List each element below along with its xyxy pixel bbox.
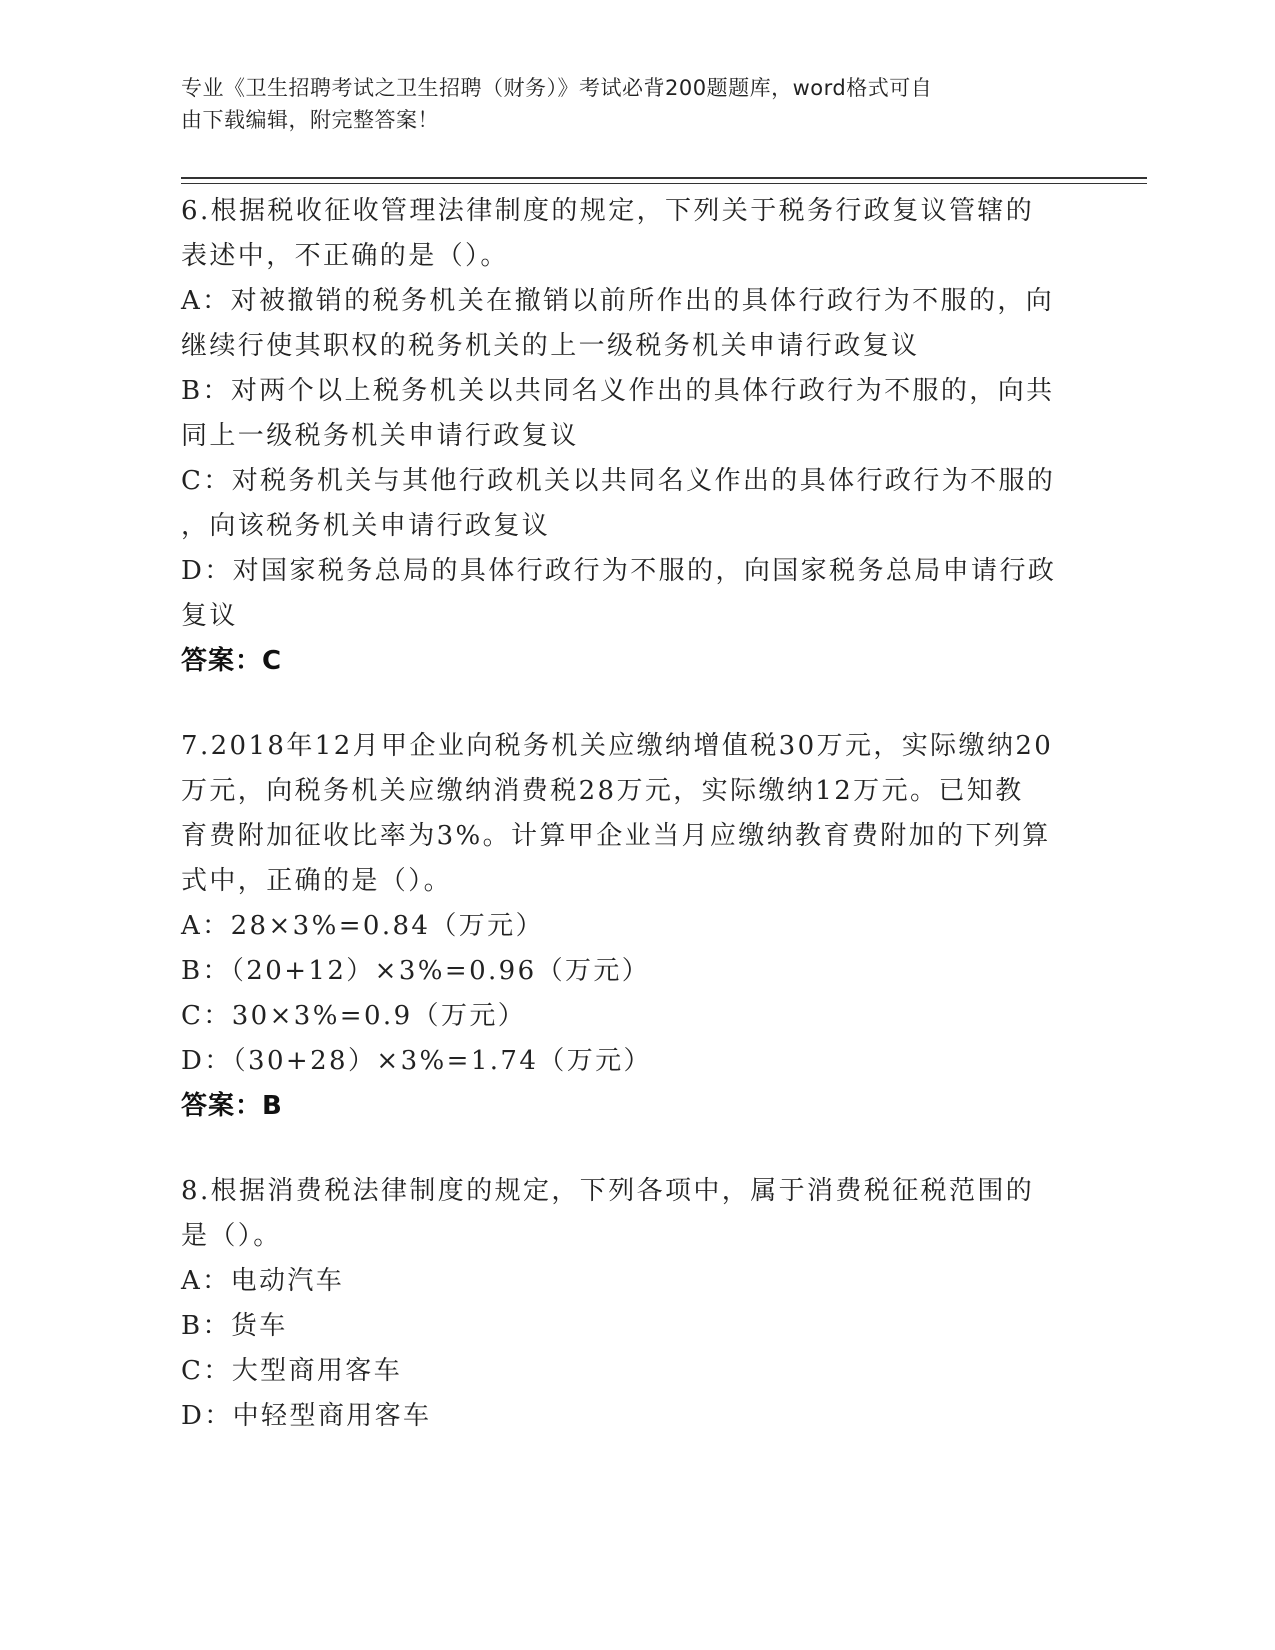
- option-text-line: D：（30+28）×3%=1.74（万元）: [181, 1046, 652, 1076]
- option-text-line: B：对两个以上税务机关以共同名义作出的具体行政行为不服的，向共: [181, 376, 1055, 406]
- answer-option: [181, 369, 1061, 459]
- option-text-line: B：货车: [181, 1311, 288, 1341]
- question-block: [181, 1169, 1061, 1439]
- option-text-line: 继续行使其职权的税务机关的上一级税务机关申请行政复议: [181, 331, 920, 361]
- question-stem-line: 表述中，不正确的是（）。: [181, 241, 509, 271]
- question-stem-line: 8.根据消费税法律制度的规定，下列各项中，属于消费税征税范围的: [181, 1176, 1035, 1206]
- header-line-1: 专业《卫生招聘考试之卫生招聘（财务）》考试必背200题题库，word格式可自: [181, 76, 933, 100]
- option-text-line: A：电动汽车: [181, 1266, 345, 1296]
- question-block: [181, 724, 1061, 1129]
- answer-option: [181, 994, 1061, 1039]
- question-stem-line: 6.根据税收征收管理法律制度的规定，下列关于税务行政复议管辖的: [181, 196, 1035, 226]
- answer-option: [181, 1394, 1061, 1439]
- option-text-line: C：对税务机关与其他行政机关以共同名义作出的具体行政行为不服的: [181, 466, 1056, 496]
- option-text-line: 同上一级税务机关申请行政复议: [181, 421, 579, 451]
- option-text-line: D：中轻型商用客车: [181, 1401, 432, 1431]
- header-divider-thin: [181, 183, 1147, 184]
- option-text-line: 复议: [181, 601, 238, 631]
- answer-option: [181, 904, 1061, 949]
- answer-option: [181, 949, 1061, 994]
- header-divider-thick: [181, 177, 1147, 179]
- option-text-line: D：对国家税务总局的具体行政行为不服的，向国家税务总局申请行政: [181, 556, 1057, 586]
- answer-option: [181, 1259, 1061, 1304]
- answer-option: [181, 459, 1061, 549]
- option-text-line: C：30×3%=0.9（万元）: [181, 1001, 527, 1031]
- question-list: [181, 189, 1061, 1479]
- document-header: [181, 72, 1041, 136]
- answer-key: 答案：B: [181, 1091, 283, 1121]
- option-text-line: B：（20+12）×3%=0.96（万元）: [181, 956, 651, 986]
- question-stem-line: 式中，正确的是（）。: [181, 866, 453, 896]
- answer-key: 答案：C: [181, 646, 283, 676]
- answer-option: [181, 1304, 1061, 1349]
- answer-option: [181, 1349, 1061, 1394]
- question-stem-line: 7.2018年12月甲企业向税务机关应缴纳增值税30万元，实际缴纳20: [181, 731, 1054, 761]
- answer-option: [181, 279, 1061, 369]
- answer-option: [181, 1039, 1061, 1084]
- question-stem-line: 是（）。: [181, 1221, 282, 1251]
- question-stem-line: 育费附加征收比率为3%。计算甲企业当月应缴纳教育费附加的下列算: [181, 821, 1051, 851]
- option-text-line: ，向该税务机关申请行政复议: [181, 511, 551, 541]
- option-text-line: C：大型商用客车: [181, 1356, 403, 1386]
- question-stem-line: 万元，向税务机关应缴纳消费税28万元，实际缴纳12万元。已知教: [181, 776, 1024, 806]
- header-line-2: 由下载编辑，附完整答案！: [181, 108, 439, 132]
- option-text-line: A：对被撤销的税务机关在撤销以前所作出的具体行政行为不服的，向: [181, 286, 1055, 316]
- question-block: [181, 189, 1061, 684]
- answer-option: [181, 549, 1061, 639]
- option-text-line: A：28×3%=0.84（万元）: [181, 911, 544, 941]
